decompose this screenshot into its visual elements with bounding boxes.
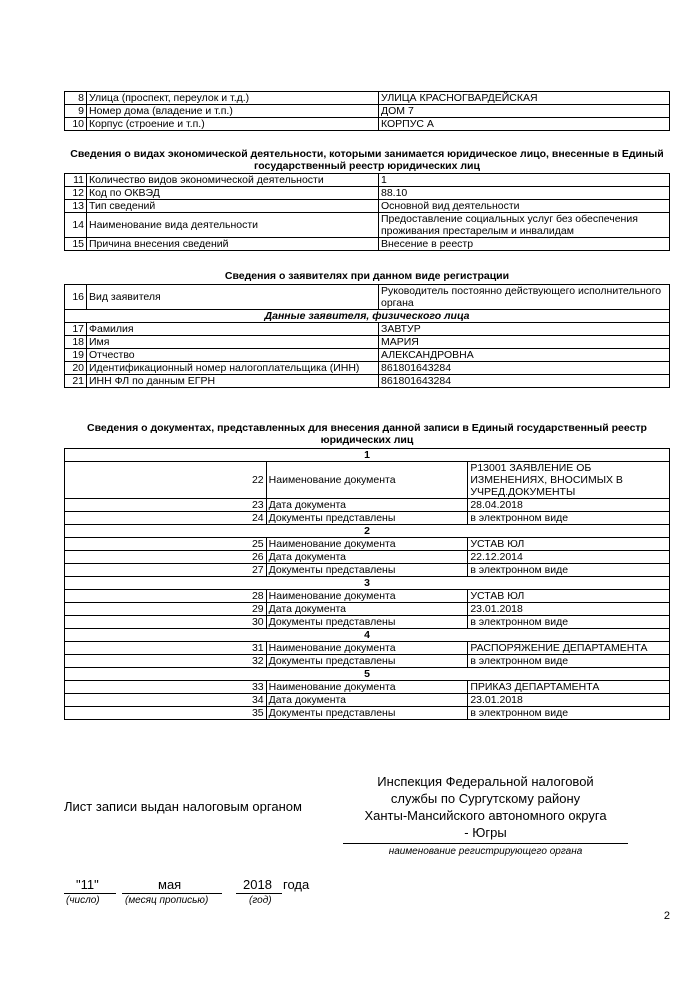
- row-number: 11: [65, 174, 87, 187]
- row-label: Дата документа: [266, 499, 468, 512]
- applicants-table: [64, 284, 670, 388]
- row-value: 1: [379, 174, 670, 187]
- row-label: Тип сведений: [87, 200, 379, 213]
- row-value: 88.10: [379, 187, 670, 200]
- table-row: [65, 336, 670, 349]
- documents-heading: Сведения о документах, представленных для внесения данной записи в Единый государственный реестр юридических лиц: [87, 422, 647, 446]
- row-value: в электронном виде: [468, 564, 670, 577]
- row-label: Документы представлены: [266, 655, 468, 668]
- authority-line: Инспекция Федеральной налоговой: [377, 774, 594, 789]
- table-row: [65, 707, 670, 720]
- table-row: [65, 642, 670, 655]
- row-value: АЛЕКСАНДРОВНА: [379, 349, 670, 362]
- row-value: ПРИКАЗ ДЕПАРТАМЕНТА: [468, 681, 670, 694]
- row-number: 17: [65, 323, 87, 336]
- row-label: Улица (проспект, переулок и т.д.): [87, 92, 379, 105]
- table-row: [65, 462, 670, 499]
- address-table: [64, 91, 670, 131]
- row-number: 8: [65, 92, 87, 105]
- documents-table: [64, 448, 670, 720]
- document-group-index: 5: [65, 668, 670, 681]
- row-value: в электронном виде: [468, 616, 670, 629]
- row-number: 18: [65, 336, 87, 349]
- row-value: 22.12.2014: [468, 551, 670, 564]
- month-underline: [122, 893, 222, 894]
- row-value: ЗАВТУР: [379, 323, 670, 336]
- table-row: [65, 655, 670, 668]
- authority-caption: наименование регистрирующего органа: [388, 846, 583, 857]
- authority-line: службы по Сургутскому району: [390, 791, 581, 806]
- table-row: [65, 668, 670, 681]
- row-value: Руководитель постоянно действующего исполнительного органа: [379, 285, 670, 310]
- row-value: УЛИЦА КРАСНОГВАРДЕЙСКАЯ: [379, 92, 670, 105]
- row-number: 23: [65, 499, 267, 512]
- table-row: [65, 238, 670, 251]
- row-label: Документы представлены: [266, 512, 468, 525]
- row-number: 14: [65, 213, 87, 238]
- row-label: Отчество: [87, 349, 379, 362]
- row-value: МАРИЯ: [379, 336, 670, 349]
- row-value: в электронном виде: [468, 512, 670, 525]
- row-number: 16: [65, 285, 87, 310]
- row-label: Наименование документа: [266, 590, 468, 603]
- row-label: Корпус (строение и т.п.): [87, 118, 379, 131]
- row-label: Идентификационный номер налогоплательщика (ИНН): [87, 362, 379, 375]
- row-value: 861801643284: [379, 362, 670, 375]
- row-value: Р13001 ЗАЯВЛЕНИЕ ОБ ИЗМЕНЕНИЯХ, ВНОСИМЫХ В УЧРЕД.ДОКУМЕНТЫ: [468, 462, 670, 499]
- row-value: Внесение в реестр: [379, 238, 670, 251]
- row-value: в электронном виде: [468, 655, 670, 668]
- row-label: Причина внесения сведений: [87, 238, 379, 251]
- row-number: 9: [65, 105, 87, 118]
- row-label: Наименование документа: [266, 642, 468, 655]
- row-value: 23.01.2018: [468, 694, 670, 707]
- row-label: Наименование документа: [266, 462, 468, 499]
- row-number: 29: [65, 603, 267, 616]
- row-number: 32: [65, 655, 267, 668]
- table-row: [65, 323, 670, 336]
- date-month: мая: [158, 877, 182, 892]
- row-value: ДОМ 7: [379, 105, 670, 118]
- day-underline: [64, 893, 116, 894]
- row-number: 30: [65, 616, 267, 629]
- row-number: 28: [65, 590, 267, 603]
- table-row: [65, 285, 670, 310]
- table-row: [65, 174, 670, 187]
- table-row: [65, 105, 670, 118]
- activity-table: [64, 173, 670, 251]
- table-row: [65, 629, 670, 642]
- row-number: 20: [65, 362, 87, 375]
- table-row: [65, 525, 670, 538]
- month-caption: (месяц прописью): [125, 895, 209, 906]
- year-underline: [236, 893, 282, 894]
- row-number: 31: [65, 642, 267, 655]
- table-row: [65, 449, 670, 462]
- row-label: Документы представлены: [266, 616, 468, 629]
- row-number: 34: [65, 694, 267, 707]
- row-label: Документы представлены: [266, 707, 468, 720]
- table-row: [65, 694, 670, 707]
- row-number: 22: [65, 462, 267, 499]
- date-day: "11": [76, 877, 99, 892]
- table-row: [65, 310, 670, 323]
- row-number: 13: [65, 200, 87, 213]
- row-value: КОРПУС А: [379, 118, 670, 131]
- date-year: 2018: [243, 877, 272, 892]
- activity-heading: Сведения о видах экономической деятельности, которыми занимается юридическое лицо, внесенные в Единый государственный реестр юридических лиц: [70, 148, 664, 172]
- row-label: Номер дома (владение и т.п.): [87, 105, 379, 118]
- row-label: Дата документа: [266, 551, 468, 564]
- table-row: [65, 538, 670, 551]
- row-number: 10: [65, 118, 87, 131]
- row-value: 23.01.2018: [468, 603, 670, 616]
- table-row: [65, 681, 670, 694]
- day-caption: (число): [66, 895, 100, 906]
- authority-line: - Югры: [464, 825, 507, 840]
- row-number: 33: [65, 681, 267, 694]
- applicants-heading: Сведения о заявителях при данном виде регистрации: [224, 270, 510, 282]
- row-value: 28.04.2018: [468, 499, 670, 512]
- row-number: 35: [65, 707, 267, 720]
- row-value: УСТАВ ЮЛ: [468, 590, 670, 603]
- row-number: 15: [65, 238, 87, 251]
- row-label: Фамилия: [87, 323, 379, 336]
- table-row: [65, 551, 670, 564]
- applicant-subheading: Данные заявителя, физического лица: [65, 310, 670, 323]
- row-label: Дата документа: [266, 694, 468, 707]
- row-number: 24: [65, 512, 267, 525]
- authority-line: Ханты-Мансийского автономного округа: [364, 808, 607, 823]
- row-label: Количество видов экономической деятельности: [87, 174, 379, 187]
- table-row: [65, 362, 670, 375]
- row-value: Предоставление социальных услуг без обеспечения проживания престарелым и инвалидам: [379, 213, 670, 238]
- table-row: [65, 213, 670, 238]
- authority-name: [343, 773, 628, 841]
- row-label: ИНН ФЛ по данным ЕГРН: [87, 375, 379, 388]
- table-row: [65, 349, 670, 362]
- table-row: [65, 92, 670, 105]
- row-number: 26: [65, 551, 267, 564]
- document-group-index: 1: [65, 449, 670, 462]
- row-label: Наименование документа: [266, 538, 468, 551]
- row-value: УСТАВ ЮЛ: [468, 538, 670, 551]
- table-row: [65, 603, 670, 616]
- row-value: РАСПОРЯЖЕНИЕ ДЕПАРТАМЕНТА: [468, 642, 670, 655]
- row-number: 12: [65, 187, 87, 200]
- table-row: [65, 375, 670, 388]
- page-number: 2: [663, 910, 670, 922]
- row-number: 19: [65, 349, 87, 362]
- row-label: Наименование вида деятельности: [87, 213, 379, 238]
- table-row: [65, 200, 670, 213]
- table-row: [65, 590, 670, 603]
- row-number: 27: [65, 564, 267, 577]
- table-row: [65, 499, 670, 512]
- row-value: в электронном виде: [468, 707, 670, 720]
- year-caption: (год): [249, 895, 272, 906]
- row-value: Основной вид деятельности: [379, 200, 670, 213]
- table-row: [65, 118, 670, 131]
- table-row: [65, 564, 670, 577]
- issued-label: Лист записи выдан налоговым органом: [64, 799, 302, 814]
- row-label: Дата документа: [266, 603, 468, 616]
- document-group-index: 2: [65, 525, 670, 538]
- row-value: 861801643284: [379, 375, 670, 388]
- row-label: Вид заявителя: [87, 285, 379, 310]
- row-label: Документы представлены: [266, 564, 468, 577]
- document-group-index: 3: [65, 577, 670, 590]
- row-number: 21: [65, 375, 87, 388]
- date-year-suffix: года: [283, 877, 310, 892]
- row-number: 25: [65, 538, 267, 551]
- document-group-index: 4: [65, 629, 670, 642]
- row-label: Наименование документа: [266, 681, 468, 694]
- table-row: [65, 187, 670, 200]
- row-label: Имя: [87, 336, 379, 349]
- authority-underline: [343, 843, 628, 844]
- table-row: [65, 577, 670, 590]
- table-row: [65, 512, 670, 525]
- table-row: [65, 616, 670, 629]
- row-label: Код по ОКВЭД: [87, 187, 379, 200]
